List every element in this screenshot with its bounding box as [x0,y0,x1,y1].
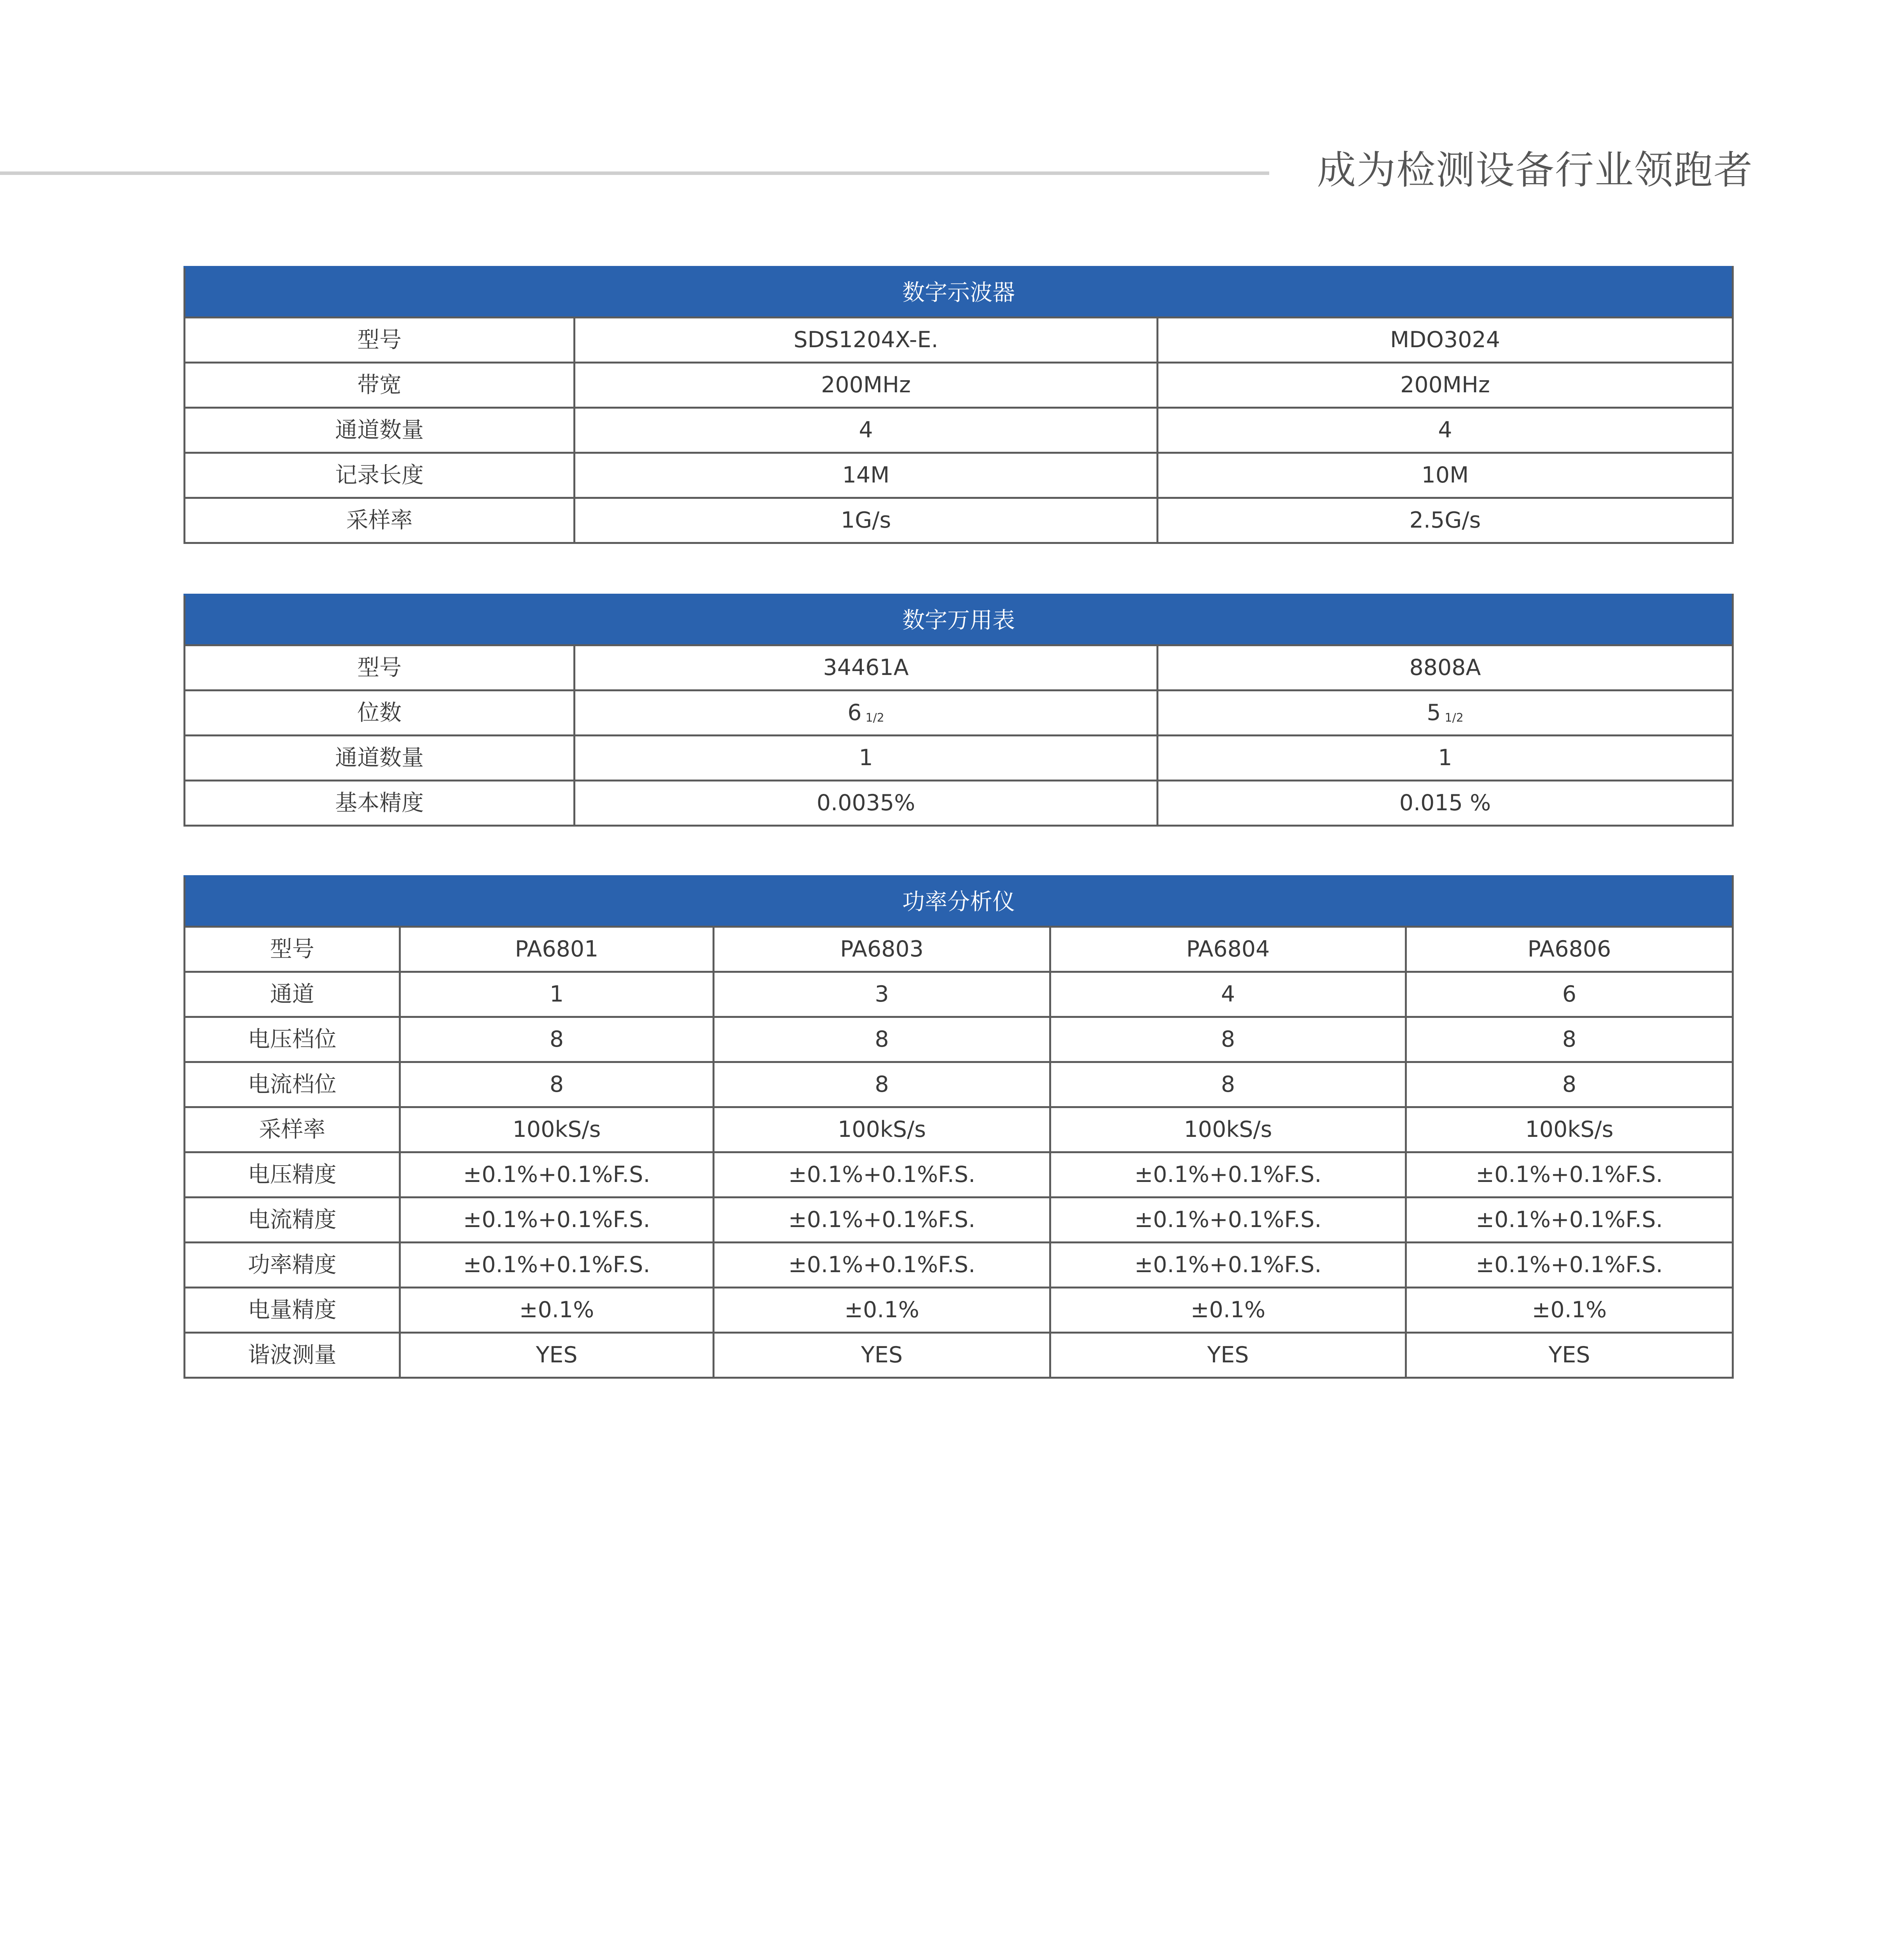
cell-value: 8 [400,1062,714,1107]
cell-value: 100kS/s [714,1107,1050,1152]
row-label: 谐波测量 [185,1333,400,1378]
cell-value: ±0.1%+0.1%F.S. [1406,1198,1733,1243]
cell-value: 1 [575,736,1158,781]
cell-value: 100kS/s [1050,1107,1406,1152]
table-row [185,972,1733,1017]
cell-value: ±0.1%+0.1%F.S. [1406,1152,1733,1198]
table-row [185,1243,1733,1288]
cell-value: PA6804 [1050,927,1406,972]
row-label: 位数 [185,691,575,736]
cell-value: YES [1406,1333,1733,1378]
cell-value: 0.015 % [1158,781,1733,826]
cell-value: 100kS/s [1406,1107,1733,1152]
table-row [185,1198,1733,1243]
row-label: 采样率 [185,1107,400,1152]
header-slogan: 成为检测设备行业领跑者 [1317,147,1753,193]
cell-value: 200MHz [575,363,1158,408]
row-label: 电压精度 [185,1152,400,1198]
cell-value: 1 [400,972,714,1017]
cell-value: ±0.1%+0.1%F.S. [714,1243,1050,1288]
cell-value: 8808A [1158,645,1733,691]
cell-value: ±0.1%+0.1%F.S. [714,1152,1050,1198]
row-label: 电流精度 [185,1198,400,1243]
cell-value: 100kS/s [400,1107,714,1152]
cell-value: YES [714,1333,1050,1378]
cell-value: 8 [400,1017,714,1062]
row-label: 通道数量 [185,408,575,453]
power-analyzer-spec-table [183,875,1734,1379]
cell-value: ±0.1%+0.1%F.S. [1050,1152,1406,1198]
cell-value: 200MHz [1158,363,1733,408]
row-label: 记录长度 [185,453,575,498]
table-row [185,1333,1733,1378]
cell-value: ±0.1% [714,1288,1050,1333]
cell-value: 8 [1406,1017,1733,1062]
cell-value: ±0.1%+0.1%F.S. [1406,1243,1733,1288]
cell-value [1158,691,1733,736]
cell-value [575,691,1158,736]
row-label: 基本精度 [185,781,575,826]
cell-value: 8 [1406,1062,1733,1107]
digits-fraction: 1/2 [865,711,884,725]
cell-value: 14M [575,453,1158,498]
cell-value: YES [1050,1333,1406,1378]
row-label: 型号 [185,927,400,972]
row-label: 型号 [185,318,575,363]
table-row [185,1062,1733,1107]
table-row [185,645,1733,691]
cell-value: 8 [1050,1062,1406,1107]
table-row [185,453,1733,498]
cell-value: PA6801 [400,927,714,972]
cell-value: 6 [1406,972,1733,1017]
row-label: 功率精度 [185,1243,400,1288]
row-label: 电压档位 [185,1017,400,1062]
cell-value: ±0.1%+0.1%F.S. [714,1198,1050,1243]
digits-main: 6 [847,700,862,726]
cell-value: ±0.1% [400,1288,714,1333]
table-row [185,736,1733,781]
cell-value: ±0.1% [1050,1288,1406,1333]
digits-main: 5 [1427,700,1441,726]
cell-value: 8 [714,1017,1050,1062]
table-row [185,1152,1733,1198]
row-label: 采样率 [185,498,575,543]
row-label: 通道数量 [185,736,575,781]
cell-value: 8 [1050,1017,1406,1062]
table-row [185,1017,1733,1062]
row-label: 通道 [185,972,400,1017]
cell-value: 4 [1050,972,1406,1017]
row-label: 电量精度 [185,1288,400,1333]
cell-value: 8 [714,1062,1050,1107]
table-row [185,363,1733,408]
cell-value: 0.0035% [575,781,1158,826]
cell-value: 4 [1158,408,1733,453]
oscilloscope-spec-table [183,266,1734,544]
cell-value: 2.5G/s [1158,498,1733,543]
table-row [185,498,1733,543]
table-row [185,691,1733,736]
table-row [185,927,1733,972]
table-title: 功率分析仪 [185,876,1733,927]
cell-value: YES [400,1333,714,1378]
cell-value: ±0.1%+0.1%F.S. [400,1152,714,1198]
header-divider [0,171,1269,175]
digits-fraction: 1/2 [1445,711,1464,725]
cell-value: PA6806 [1406,927,1733,972]
cell-value: 10M [1158,453,1733,498]
cell-value: ±0.1%+0.1%F.S. [1050,1243,1406,1288]
table-title: 数字示波器 [185,267,1733,318]
table-row [185,781,1733,826]
cell-value: 3 [714,972,1050,1017]
multimeter-spec-table [183,594,1734,827]
row-label: 型号 [185,645,575,691]
cell-value: 1 [1158,736,1733,781]
cell-value: 34461A [575,645,1158,691]
table-row [185,318,1733,363]
table-title: 数字万用表 [185,595,1733,645]
cell-value: ±0.1%+0.1%F.S. [400,1243,714,1288]
cell-value: ±0.1% [1406,1288,1733,1333]
table-row [185,1107,1733,1152]
cell-value: SDS1204X-E. [575,318,1158,363]
table-row [185,408,1733,453]
row-label: 电流档位 [185,1062,400,1107]
cell-value: 1G/s [575,498,1158,543]
cell-value: PA6803 [714,927,1050,972]
cell-value: ±0.1%+0.1%F.S. [400,1198,714,1243]
cell-value: MDO3024 [1158,318,1733,363]
table-row [185,1288,1733,1333]
row-label: 带宽 [185,363,575,408]
cell-value: ±0.1%+0.1%F.S. [1050,1198,1406,1243]
cell-value: 4 [575,408,1158,453]
